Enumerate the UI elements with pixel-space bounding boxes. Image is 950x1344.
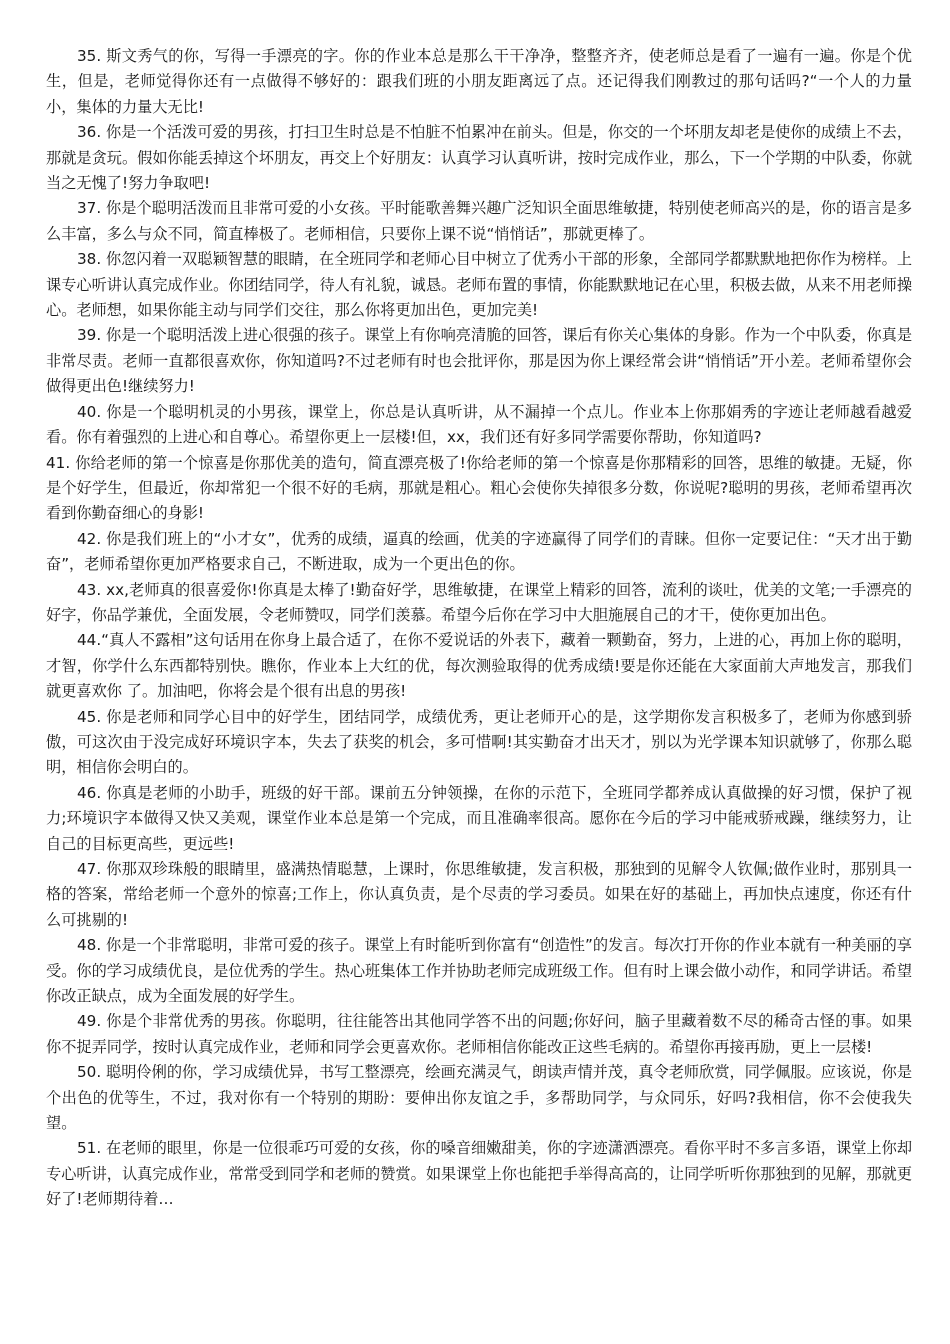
comment-paragraph-35 [46,44,912,120]
comment-paragraph-37 [46,196,912,247]
paragraph-number: 50. [77,1063,102,1082]
comment-paragraph-47 [46,857,912,933]
comment-paragraph-43 [46,578,912,629]
paragraph-text: 你真是老师的小助手，班级的好干部。课前五分钟领操，在你的示范下，全班同学都养成认真做操的好习惯，保护了视力;环境识字本做得又快又美观，课堂作业本总是第一个完成，而且准确率很高。愿你在今后的学习中能戒骄戒躁，继续努力，让自己的目标更高些，更远些! [46,783,912,853]
paragraph-text: 你是一个活泼可爱的男孩，打扫卫生时总是不怕脏不怕累冲在前头。但是，你交的一个坏朋友却老是使你的成绩上不去，那就是贪玩。假如你能丢掉这个坏朋友，再交上个好朋友：认真学习认真听讲，按时完成作业，那么，下一个学期的中队委，你就当之无愧了!努力争取吧! [46,123,913,193]
paragraph-text: 在老师的眼里，你是一位很乖巧可爱的女孩，你的嗓音细嫩甜美，你的字迹潇洒漂亮。看你平时不多言多语，课堂上你却专心听讲，认真完成作业，常常受到同学和老师的赞赏。如果课堂上你也能把手举得高高的，让同学听听你那独到的见解，那就更好了!老师期待着… [46,1139,913,1209]
paragraph-number: 38. [77,250,102,269]
comment-paragraph-42 [46,527,912,578]
document-body [46,44,912,1213]
paragraph-number: 43. [77,580,102,599]
comment-paragraph-39 [46,323,912,399]
paragraph-number: 45. [77,707,102,726]
comment-paragraph-51 [46,1136,912,1212]
paragraph-number: 36. [77,123,102,142]
paragraph-text: 你是一个聪明活泼上进心很强的孩子。课堂上有你响亮清脆的回答，课后有你关心集体的身影。作为一个中队委，你真是非常尽责。老师一直都很喜欢你，你知道吗?不过老师有时也会批评你，那是因为你上课经常会讲“悄悄话”开小差。老师希望你会做得更出色!继续努力! [46,326,913,396]
paragraph-text: 你给老师的第一个惊喜是你那优美的造句，简直漂亮极了!你给老师的第一个惊喜是你那精彩的回答，思维的敏捷。无疑，你是个好学生，但最近，你却常犯一个很不好的毛病，那就是粗心。粗心会使你失掉很多分数，你说呢?聪明的男孩，老师希望再次看到你勤奋细心的身影! [46,453,913,523]
comment-paragraph-44 [46,628,912,704]
comment-paragraph-36 [46,120,912,196]
paragraph-number: 51. [77,1139,102,1158]
paragraph-text: 你是个聪明活泼而且非常可爱的小女孩。平时能歌善舞兴趣广泛知识全面思维敏捷，特别使老师高兴的是，你的语言是多么丰富，多么与众不同，简直棒极了。老师相信，只要你上课不说“悄悄话”，那就更棒了。 [46,199,913,243]
paragraph-number: 46. [77,783,102,802]
paragraph-number: 47. [77,860,102,878]
paragraph-number: 44. [77,631,102,650]
comment-paragraph-50 [46,1060,912,1136]
paragraph-number: 40. [77,402,102,421]
paragraph-text: 你忽闪着一双聪颖智慧的眼睛，在全班同学和老师心目中树立了优秀小干部的形象，全部同学都默默地把你作为榜样。上课专心听讲认真完成作业。你团结同学，待人有礼貌，诚恳。老师布置的事情，你能默默地记在心里，积极去做，从来不用老师操心。老师想，如果你能主动与同学们交往，那么你将更加出色，更加完美! [46,250,913,320]
comment-paragraph-46 [46,781,912,857]
comment-paragraph-49 [46,1009,912,1060]
comment-paragraph-45 [46,705,912,781]
paragraph-number: 42. [77,529,102,548]
paragraph-text: 你是一个非常聪明，非常可爱的孩子。课堂上有时能听到你富有“创造性”的发言。每次打开你的作业本就有一种美丽的享受。你的学习成绩优良，是位优秀的学生。热心班集体工作并协助老师完成班级工作。但有时上课会做小动作，和同学讲话。希望你改正缺点，成为全面发展的好学生。 [46,936,912,1006]
paragraph-number: 41. [46,453,71,472]
paragraph-text: 你是个非常优秀的男孩。你聪明，往往能答出其他同学答不出的问题;你好问，脑子里藏着数不尽的稀奇古怪的事。如果你不捉弄同学，按时认真完成作业，老师和同学会更喜欢你。老师相信你能改正这些毛病的。希望你再接再励，更上一层楼! [46,1012,913,1056]
paragraph-text: xx,老师真的很喜爱你!你真是太棒了!勤奋好学，思维敏捷，在课堂上精彩的回答，流利的谈吐，优美的文笔;一手漂亮的好字，你品学兼优，全面发展，令老师赞叹，同学们羡慕。希望今后你在学习中大胆施展自己的才干，使你更加出色。 [46,580,912,624]
paragraph-text: 斯文秀气的你，写得一手漂亮的字。你的作业本总是那么干干净净，整整齐齐，使老师总是看了一遍有一遍。你是个优生，但是，老师觉得你还有一点做得不够好的：跟我们班的小朋友距离远了点。还记得我们刚教过的那句话吗?“一个人的力量小，集体的力量大无比! [46,47,912,116]
comment-paragraph-41 [46,451,912,527]
paragraph-text: 你那双珍珠般的眼睛里，盛满热情聪慧，上课时，你思维敏捷，发言积极，那独到的见解令人钦佩;做作业时，那别具一格的答案，常给老师一个意外的惊喜;工作上，你认真负责，是个尽责的学习委员。如果在好的基础上，再加快点速度，你还有什么可挑剔的! [46,860,913,929]
comment-paragraph-48 [46,933,912,1009]
paragraph-text: “真人不露相”这句话用在你身上最合适了，在你不爱说话的外表下，藏着一颗勤奋，努力，上进的心，再加上你的聪明，才智，你学什么东西都特别快。瞧你，作业本上大红的优，每次测验取得的优秀成绩!要是你还能在大家面前大声地发言，那我们就更喜欢你 了。加油吧，你将会是个很有出息的男孩! [46,631,912,701]
comment-paragraph-38 [46,247,912,323]
paragraph-number: 48. [77,936,102,955]
paragraph-text: 你是老师和同学心目中的好学生，团结同学，成绩优秀，更让老师开心的是，这学期你发言积极多了，老师为你感到骄傲，可这次由于没完成好环境识字本，失去了获奖的机会，多可惜啊!其实勤奋才出天才，别以为光学课本知识就够了，你那么聪明，相信你会明白的。 [46,707,912,777]
paragraph-number: 49. [77,1012,102,1031]
paragraph-text: 聪明伶俐的你，学习成绩优异，书写工整漂亮，绘画充满灵气，朗读声情并茂，真令老师欣赏，同学佩服。应该说，你是个出色的优等生，不过，我对你有一个特别的期盼：要伸出你友谊之手，多帮助同学，与众同乐，好吗?我相信，你不会使我失望。 [46,1063,913,1133]
paragraph-number: 35. [77,47,102,65]
comment-paragraph-40 [46,400,912,451]
paragraph-text: 你是一个聪明机灵的小男孩，课堂上，你总是认真听讲，从不漏掉一个点儿。作业本上你那娟秀的字迹让老师越看越爱看。你有着强烈的上进心和自尊心。希望你更上一层楼!但，xx，我们还有好多同学需要你帮助，你知道吗? [46,402,912,447]
paragraph-number: 39. [77,326,102,345]
paragraph-number: 37. [77,199,102,218]
paragraph-text: 你是我们班上的“小才女”，优秀的成绩，逼真的绘画，优美的字迹赢得了同学们的青睐。但你一定要记住：“天才出于勤奋”，老师希望你更加严格要求自己，不断进取，成为一个更出色的你。 [46,529,913,574]
